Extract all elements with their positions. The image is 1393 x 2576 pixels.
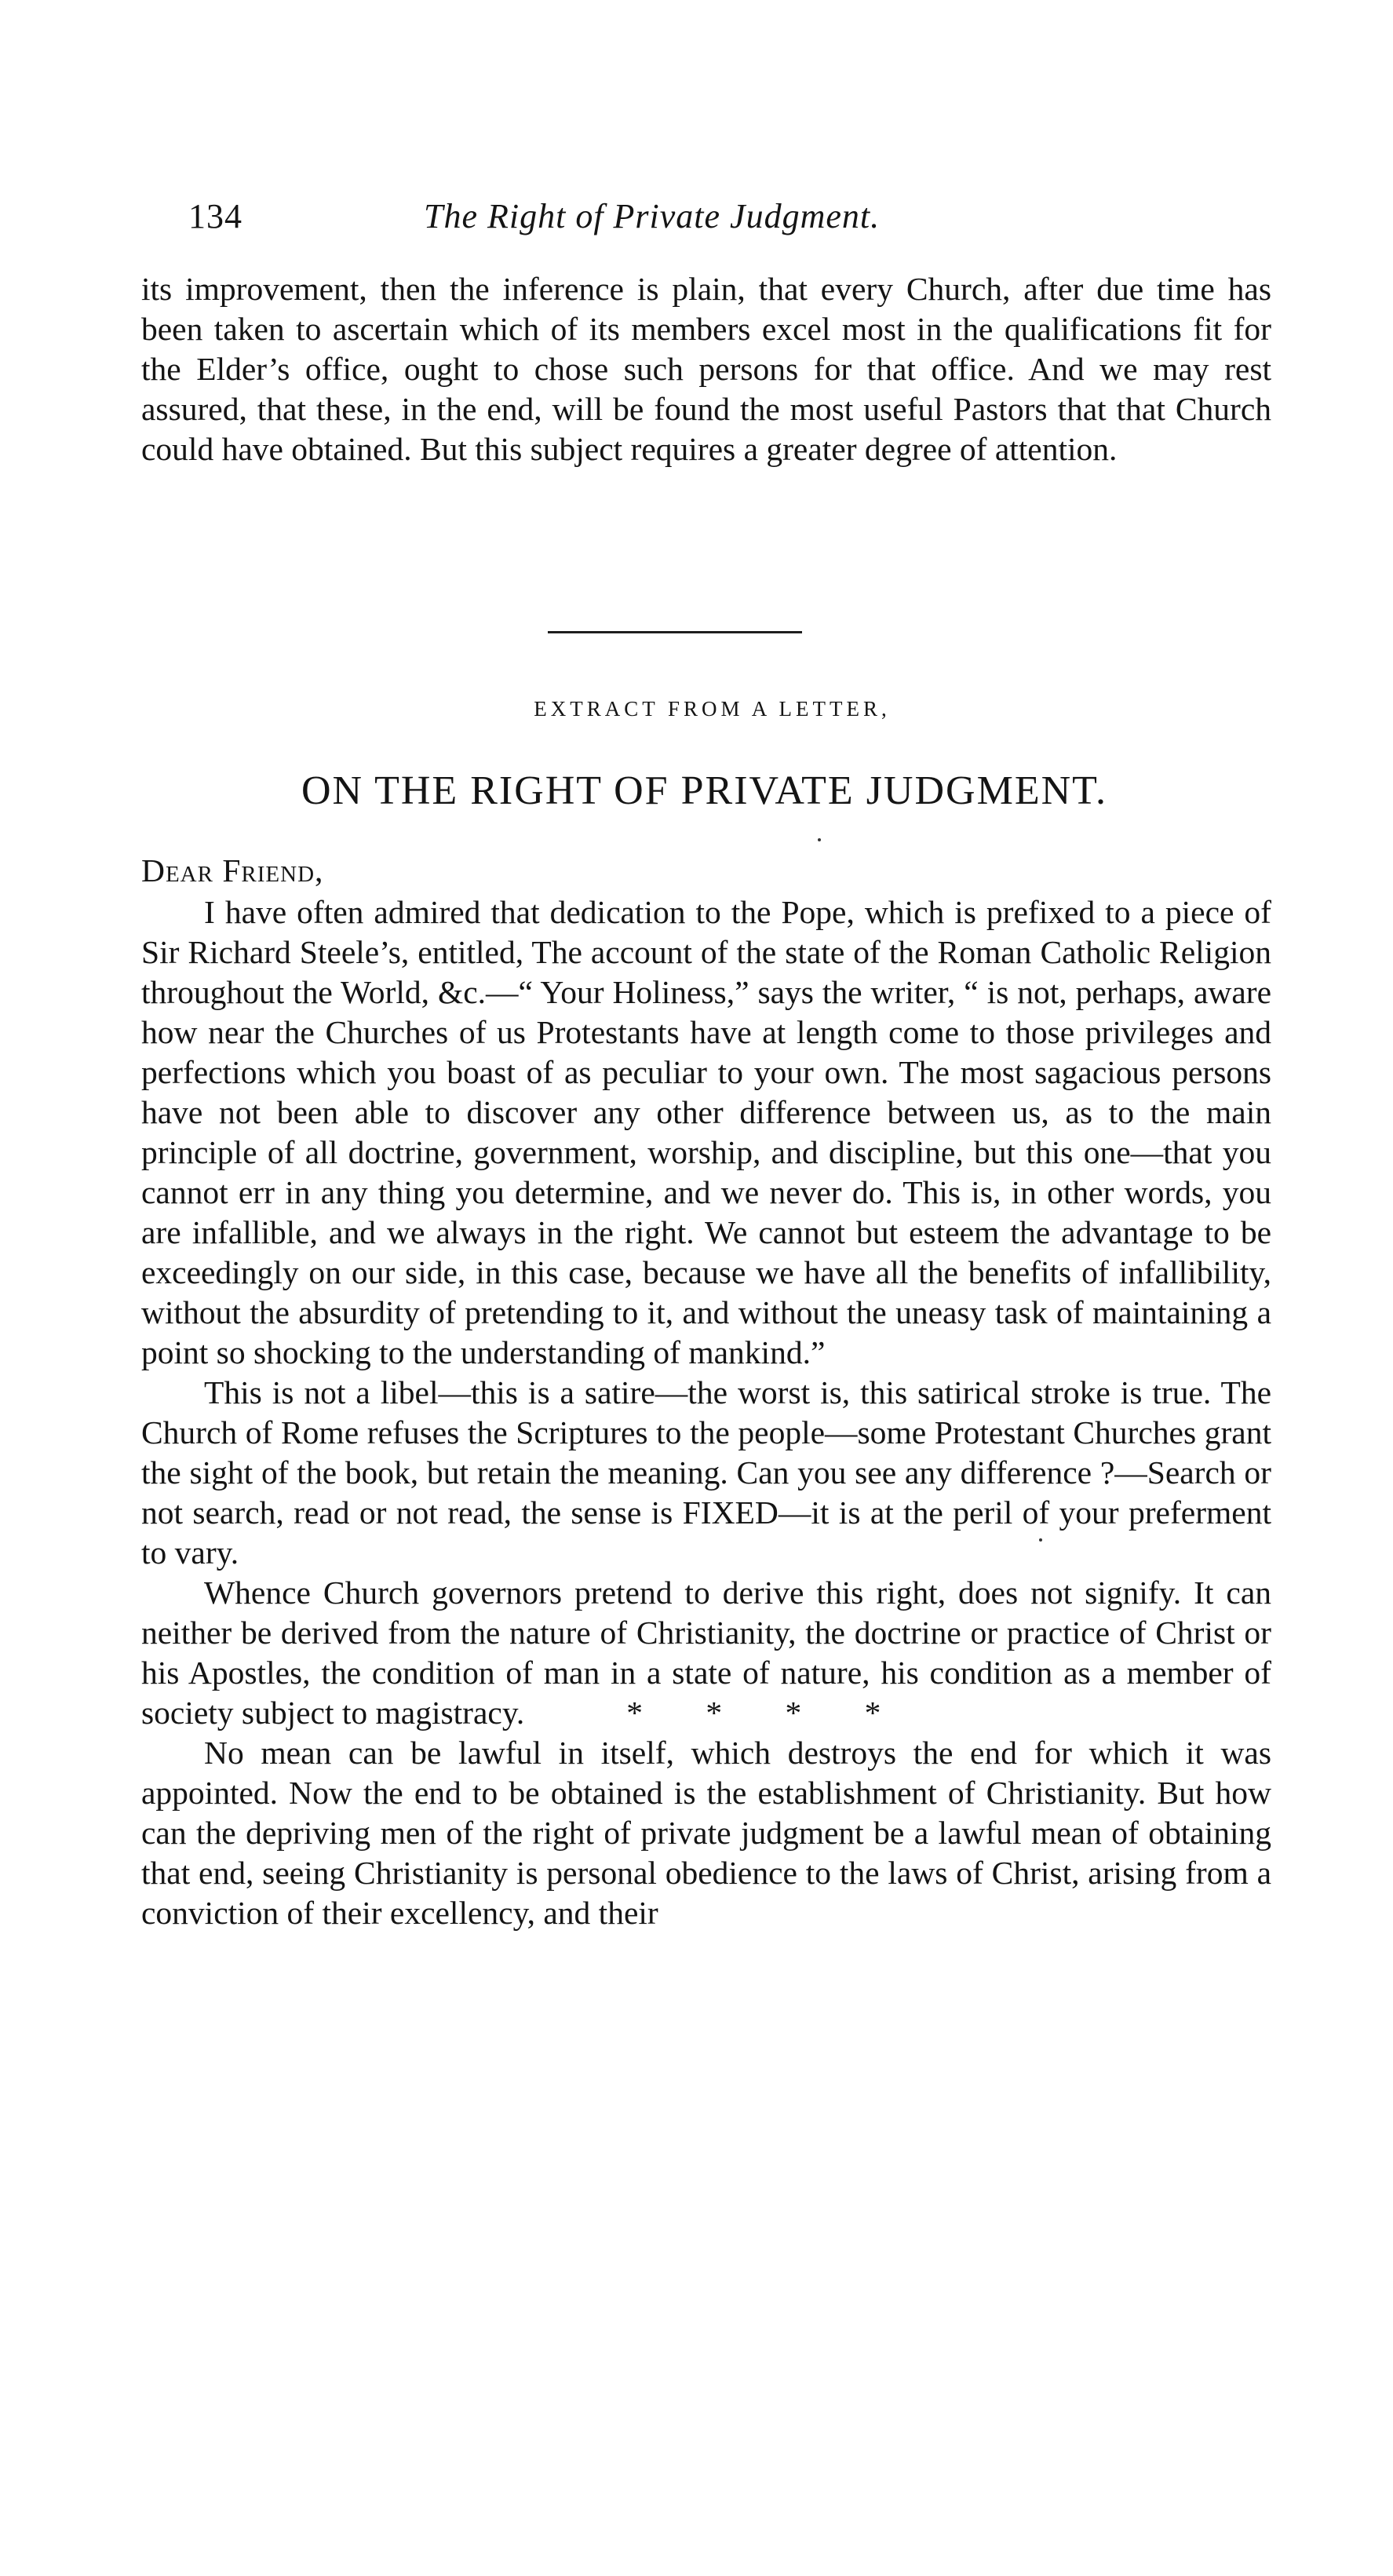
letter-paragraph-1: I have often admired that dedication to the Pope, which is prefixed to a piece of Sir Richard Steele’s, entitled, The account of the state of the Roman Catholic Religion throughout the World, &c.—“ Your Holiness,” says the writer, “ is not, perhaps, aware how near the Churches of us Protestants have at length come to those privileges and perfections which you boast of as peculiar to your own. The most sagacious persons have not been able to discover any other difference between us, as to the main principle of all doctrine, government, worship, and discipline, but this one—that you cannot err in any thing you determine, and we never do. This is, in other words, you are infallible, and we always in the right. We cannot but esteem the advantage to be exceedingly on our side, in this case, because we have all the benefits of infallibility, without the absurdity of pretending to it, and without the uneasy task of maintaining a point so shocking to the understanding of mankind.”	[141, 894, 1271, 1370]
page-number: 134	[188, 197, 242, 235]
running-title: The Right of Private Judgment.	[424, 197, 881, 235]
running-head	[188, 196, 1295, 243]
letter-salutation: Dear Friend,	[141, 852, 324, 888]
intro-paragraph-block	[141, 269, 1271, 469]
article-title: ON THE RIGHT OF PRIVATE JUDGMENT.	[301, 768, 1108, 813]
print-speck	[1039, 1538, 1042, 1542]
section-divider-rule	[548, 631, 802, 633]
section-kicker: EXTRACT FROM A LETTER,	[534, 697, 891, 721]
intro-paragraph: its improvement, then the inference is plain, that every Church, after due time has been taken to ascertain which of its members excel most in the qualifications fit for the Elder’s office, ought to chose such persons for that office. And we may rest assured, that these, in the end, will be found the most useful Pastors that that Church could have obtained. But this subject requires a greater degree of attention.	[141, 271, 1271, 467]
letter-paragraph-4: No mean can be lawful in itself, which destroys the end for which it was appointed. Now the end to be obtained is the establishment of Christianity. But how can the depriving men of the right of private judgment be a lawful mean of obtaining that end, seeing Christianity is personal obedience to the laws of Christ, arising from a conviction of their excellency, and their	[141, 1735, 1271, 1931]
letter-paragraph-2: This is not a libel—this is a satire—the worst is, this satirical stroke is true. The Church of Rome refuses the Scriptures to the people—some Protestant Churches grant the sight of the book, but retain the meaning. Can you see any difference ?—Search or not search, read or not read, the sense is FIXED—it is at the peril of your preferment to vary.	[141, 1374, 1271, 1571]
letter-body	[141, 892, 1271, 1933]
letter-paragraph-3	[141, 1573, 1271, 1733]
letter-paragraph-3-text: Whence Church governors pretend to derive this right, does not signify. It can neither be derived from the nature of Christianity, the doctrine or practice of Christ or his Apostles, the condition of man in a state of nature, his condition as a member of society subject to magistracy.	[141, 1574, 1271, 1731]
print-speck	[818, 838, 821, 841]
ellipsis-stars: * * * *	[626, 1695, 881, 1731]
